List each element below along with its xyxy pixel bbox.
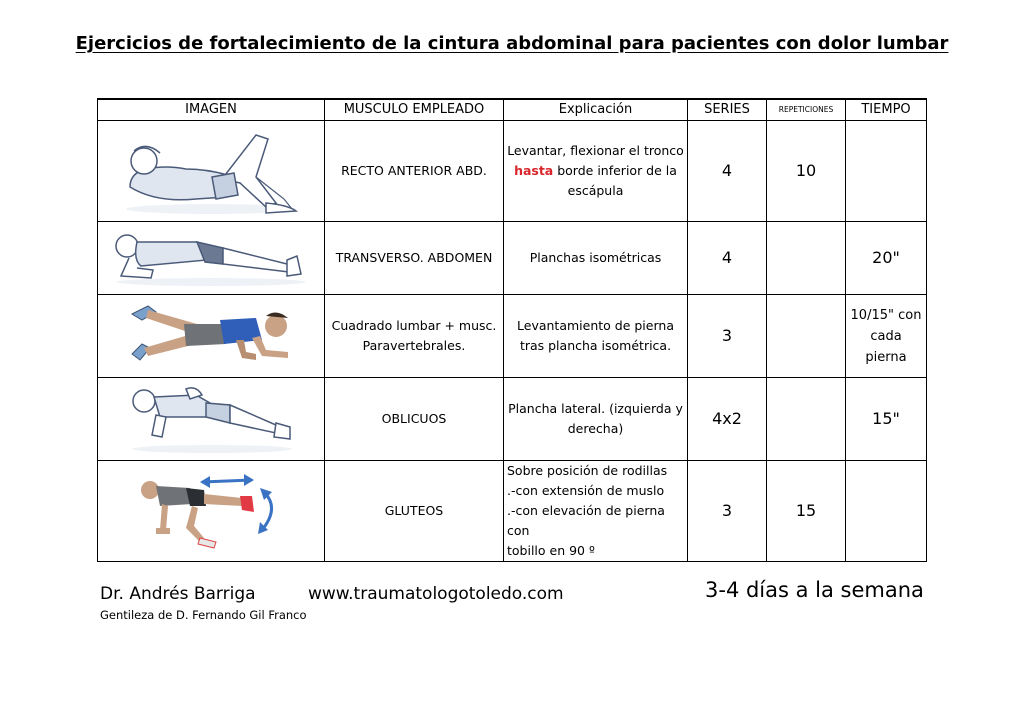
footer-author: Dr. Andrés Barriga	[100, 584, 256, 604]
header-repeticiones: REPETICIONES	[767, 99, 846, 121]
series-cell: 3	[688, 295, 767, 378]
footer-frequency: 3-4 días a la semana	[705, 578, 924, 602]
repeticiones-cell: 10	[767, 121, 846, 222]
musculo-cell: RECTO ANTERIOR ABD.	[325, 121, 504, 222]
side-plank-illustration	[98, 378, 325, 461]
footer-website-link[interactable]: www.traumatologotoledo.com	[308, 584, 564, 604]
tiempo-cell	[846, 461, 927, 562]
plank-illustration	[98, 222, 325, 295]
document-title: Ejercicios de fortalecimiento de la cintura abdominal para pacientes con dolor lumbar	[75, 33, 949, 54]
table-row	[98, 121, 927, 222]
tiempo-cell: 15"	[846, 378, 927, 461]
musculo-cell: TRANSVERSO. ABDOMEN	[325, 222, 504, 295]
tiempo-cell	[846, 121, 927, 222]
series-cell: 4	[688, 222, 767, 295]
repeticiones-cell	[767, 222, 846, 295]
repeticiones-cell	[767, 295, 846, 378]
header-series: SERIES	[688, 99, 767, 121]
plank-leg-lift-photo	[98, 295, 325, 378]
explicacion-cell: Sobre posición de rodillas .-con extensión de muslo .-con elevación de pierna con tobillo en 90 º	[504, 461, 688, 562]
highlight-text: hasta	[514, 163, 554, 178]
repeticiones-cell	[767, 378, 846, 461]
musculo-cell: GLUTEOS	[325, 461, 504, 562]
explicacion-cell: Levantar, flexionar el tronco hasta borde inferior de la escápula	[504, 121, 688, 222]
header-tiempo: TIEMPO	[846, 99, 927, 121]
explicacion-cell: Planchas isométricas	[504, 222, 688, 295]
explicacion-cell: Levantamiento de pierna tras plancha isométrica.	[504, 295, 688, 378]
header-musculo: MUSCULO EMPLEADO	[325, 99, 504, 121]
musculo-cell: Cuadrado lumbar + musc. Paravertebrales.	[325, 295, 504, 378]
series-cell: 4x2	[688, 378, 767, 461]
exercise-table	[97, 98, 927, 562]
series-cell: 3	[688, 461, 767, 562]
table-row	[98, 295, 927, 378]
series-cell: 4	[688, 121, 767, 222]
kneeling-leg-extension-photo	[98, 461, 325, 562]
table-row	[98, 378, 927, 461]
header-explicacion: Explicación	[504, 99, 688, 121]
repeticiones-cell: 15	[767, 461, 846, 562]
table-row	[98, 222, 927, 295]
table-header-row	[98, 99, 927, 121]
crunch-illustration	[98, 121, 325, 222]
tiempo-cell: 10/15" con cada pierna	[846, 295, 927, 378]
table-row	[98, 461, 927, 562]
musculo-cell: OBLICUOS	[325, 378, 504, 461]
explicacion-cell: Plancha lateral. (izquierda y derecha)	[504, 378, 688, 461]
header-imagen: IMAGEN	[98, 99, 325, 121]
footer-credit: Gentileza de D. Fernando Gil Franco	[100, 608, 307, 622]
tiempo-cell: 20"	[846, 222, 927, 295]
